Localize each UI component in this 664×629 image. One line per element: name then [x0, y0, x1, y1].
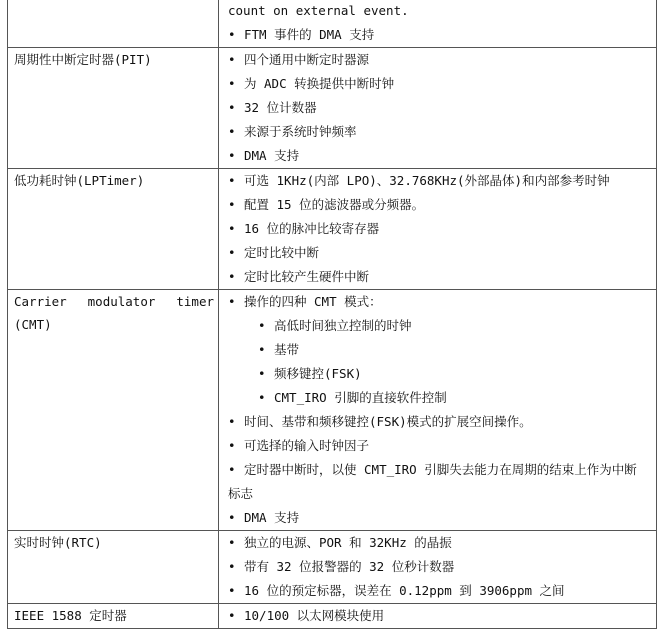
feature-item	[228, 506, 652, 530]
module-name-cell	[8, 0, 219, 48]
feature-text: DMA 支持	[244, 148, 300, 163]
feature-item	[228, 362, 652, 386]
feature-text: 32 位计数器	[244, 100, 317, 115]
bullet-icon: •	[228, 52, 236, 67]
feature-text: CMT_IRO 引脚的直接软件控制	[274, 390, 447, 405]
feature-text: 定时比较产生硬件中断	[244, 269, 370, 284]
bullet-icon: •	[228, 148, 236, 163]
bullet-icon: •	[228, 124, 236, 139]
feature-item	[228, 265, 652, 289]
feature-text: 来源于系统时钟频率	[244, 124, 357, 139]
feature-item	[228, 314, 652, 338]
bullet-icon: •	[228, 269, 236, 284]
bullet-icon: •	[228, 245, 236, 260]
feature-text: 10/100 以太网模块使用	[244, 608, 385, 623]
feature-text: FTM 事件的 DMA 支持	[244, 27, 375, 42]
feature-item	[228, 434, 652, 458]
feature-item	[228, 458, 652, 482]
feature-text: 高低时间独立控制的时钟	[274, 318, 412, 333]
bullet-icon: •	[228, 100, 236, 115]
module-name: IEEE 1588 定时器	[14, 608, 127, 623]
module-name: Carrier modulator timer (CMT)	[14, 294, 214, 332]
bullet-icon: •	[228, 294, 236, 309]
timer-feature-table	[7, 0, 657, 629]
bullet-icon: •	[228, 197, 236, 212]
module-name: 周期性中断定时器(PIT)	[14, 52, 152, 67]
bullet-icon: •	[228, 535, 236, 550]
feature-list-cell	[219, 169, 657, 290]
feature-item	[228, 120, 652, 144]
bullet-icon: •	[228, 27, 236, 42]
feature-text: 16 位的脉冲比较寄存器	[244, 221, 380, 236]
feature-item	[228, 531, 652, 555]
feature-text: 时间、基带和频移键控(FSK)模式的扩展空间操作。	[244, 414, 532, 429]
feature-item	[228, 0, 652, 23]
feature-item	[228, 241, 652, 265]
feature-item	[228, 386, 652, 410]
bullet-icon: •	[228, 462, 236, 477]
feature-item	[228, 482, 652, 506]
feature-item	[228, 48, 652, 72]
feature-text: 基带	[274, 342, 300, 357]
module-name-cell	[8, 531, 219, 604]
feature-item	[228, 193, 652, 217]
bullet-icon: •	[228, 414, 236, 429]
feature-list-cell	[219, 48, 657, 169]
bullet-icon: •	[228, 608, 236, 623]
table-row	[8, 0, 657, 48]
feature-item	[228, 338, 652, 362]
table-row	[8, 604, 657, 629]
module-name-cell	[8, 169, 219, 290]
feature-item	[228, 144, 652, 168]
feature-text: 独立的电源、POR 和 32KHz 的晶振	[244, 535, 452, 550]
bullet-icon: •	[258, 390, 266, 405]
feature-item	[228, 410, 652, 434]
feature-item	[228, 72, 652, 96]
feature-text: 定时器中断时，以使 CMT_IRO 引脚失去能力在周期的结束上作为中断	[244, 462, 637, 477]
feature-item	[228, 604, 652, 628]
feature-item	[228, 555, 652, 579]
table-row	[8, 169, 657, 290]
bullet-icon: •	[228, 221, 236, 236]
feature-text: count on external event.	[228, 3, 409, 18]
bullet-icon: •	[228, 583, 236, 598]
feature-list-cell	[219, 604, 657, 629]
feature-text: 操作的四种 CMT 模式：	[244, 294, 382, 309]
feature-text: 频移键控(FSK)	[274, 366, 362, 381]
bullet-icon: •	[228, 438, 236, 453]
feature-item	[228, 23, 652, 47]
bullet-icon: •	[228, 173, 236, 188]
feature-item	[228, 169, 652, 193]
feature-list-cell	[219, 0, 657, 48]
module-name-cell	[8, 48, 219, 169]
feature-item	[228, 96, 652, 120]
feature-text: DMA 支持	[244, 510, 300, 525]
bullet-icon: •	[228, 559, 236, 574]
bullet-icon: •	[228, 510, 236, 525]
feature-text: 定时比较中断	[244, 245, 320, 260]
module-name: 低功耗时钟(LPTimer)	[14, 173, 145, 188]
bullet-icon: •	[258, 366, 266, 381]
table-row	[8, 290, 657, 531]
table-row	[8, 531, 657, 604]
feature-item	[228, 579, 652, 603]
module-name-cell	[8, 604, 219, 629]
feature-text: 为 ADC 转换提供中断时钟	[244, 76, 395, 91]
feature-list-cell	[219, 531, 657, 604]
feature-text: 四个通用中断定时器源	[244, 52, 370, 67]
bullet-icon: •	[258, 342, 266, 357]
module-name: 实时时钟(RTC)	[14, 535, 102, 550]
feature-text: 带有 32 位报警器的 32 位秒计数器	[244, 559, 455, 574]
feature-text: 16 位的预定标器，误差在 0.12ppm 到 3906ppm 之间	[244, 583, 565, 598]
bullet-icon: •	[258, 318, 266, 333]
module-name-cell	[8, 290, 219, 531]
feature-text: 可选 1KHz(内部 LPO)、32.768KHz(外部晶体)和内部参考时钟	[244, 173, 610, 188]
bullet-icon: •	[228, 76, 236, 91]
feature-list-cell	[219, 290, 657, 531]
table-row	[8, 48, 657, 169]
feature-item	[228, 217, 652, 241]
feature-text: 可选择的输入时钟因子	[244, 438, 370, 453]
feature-item	[228, 290, 652, 314]
feature-text: 配置 15 位的滤波器或分频器。	[244, 197, 425, 212]
feature-text: 标志	[228, 486, 254, 501]
